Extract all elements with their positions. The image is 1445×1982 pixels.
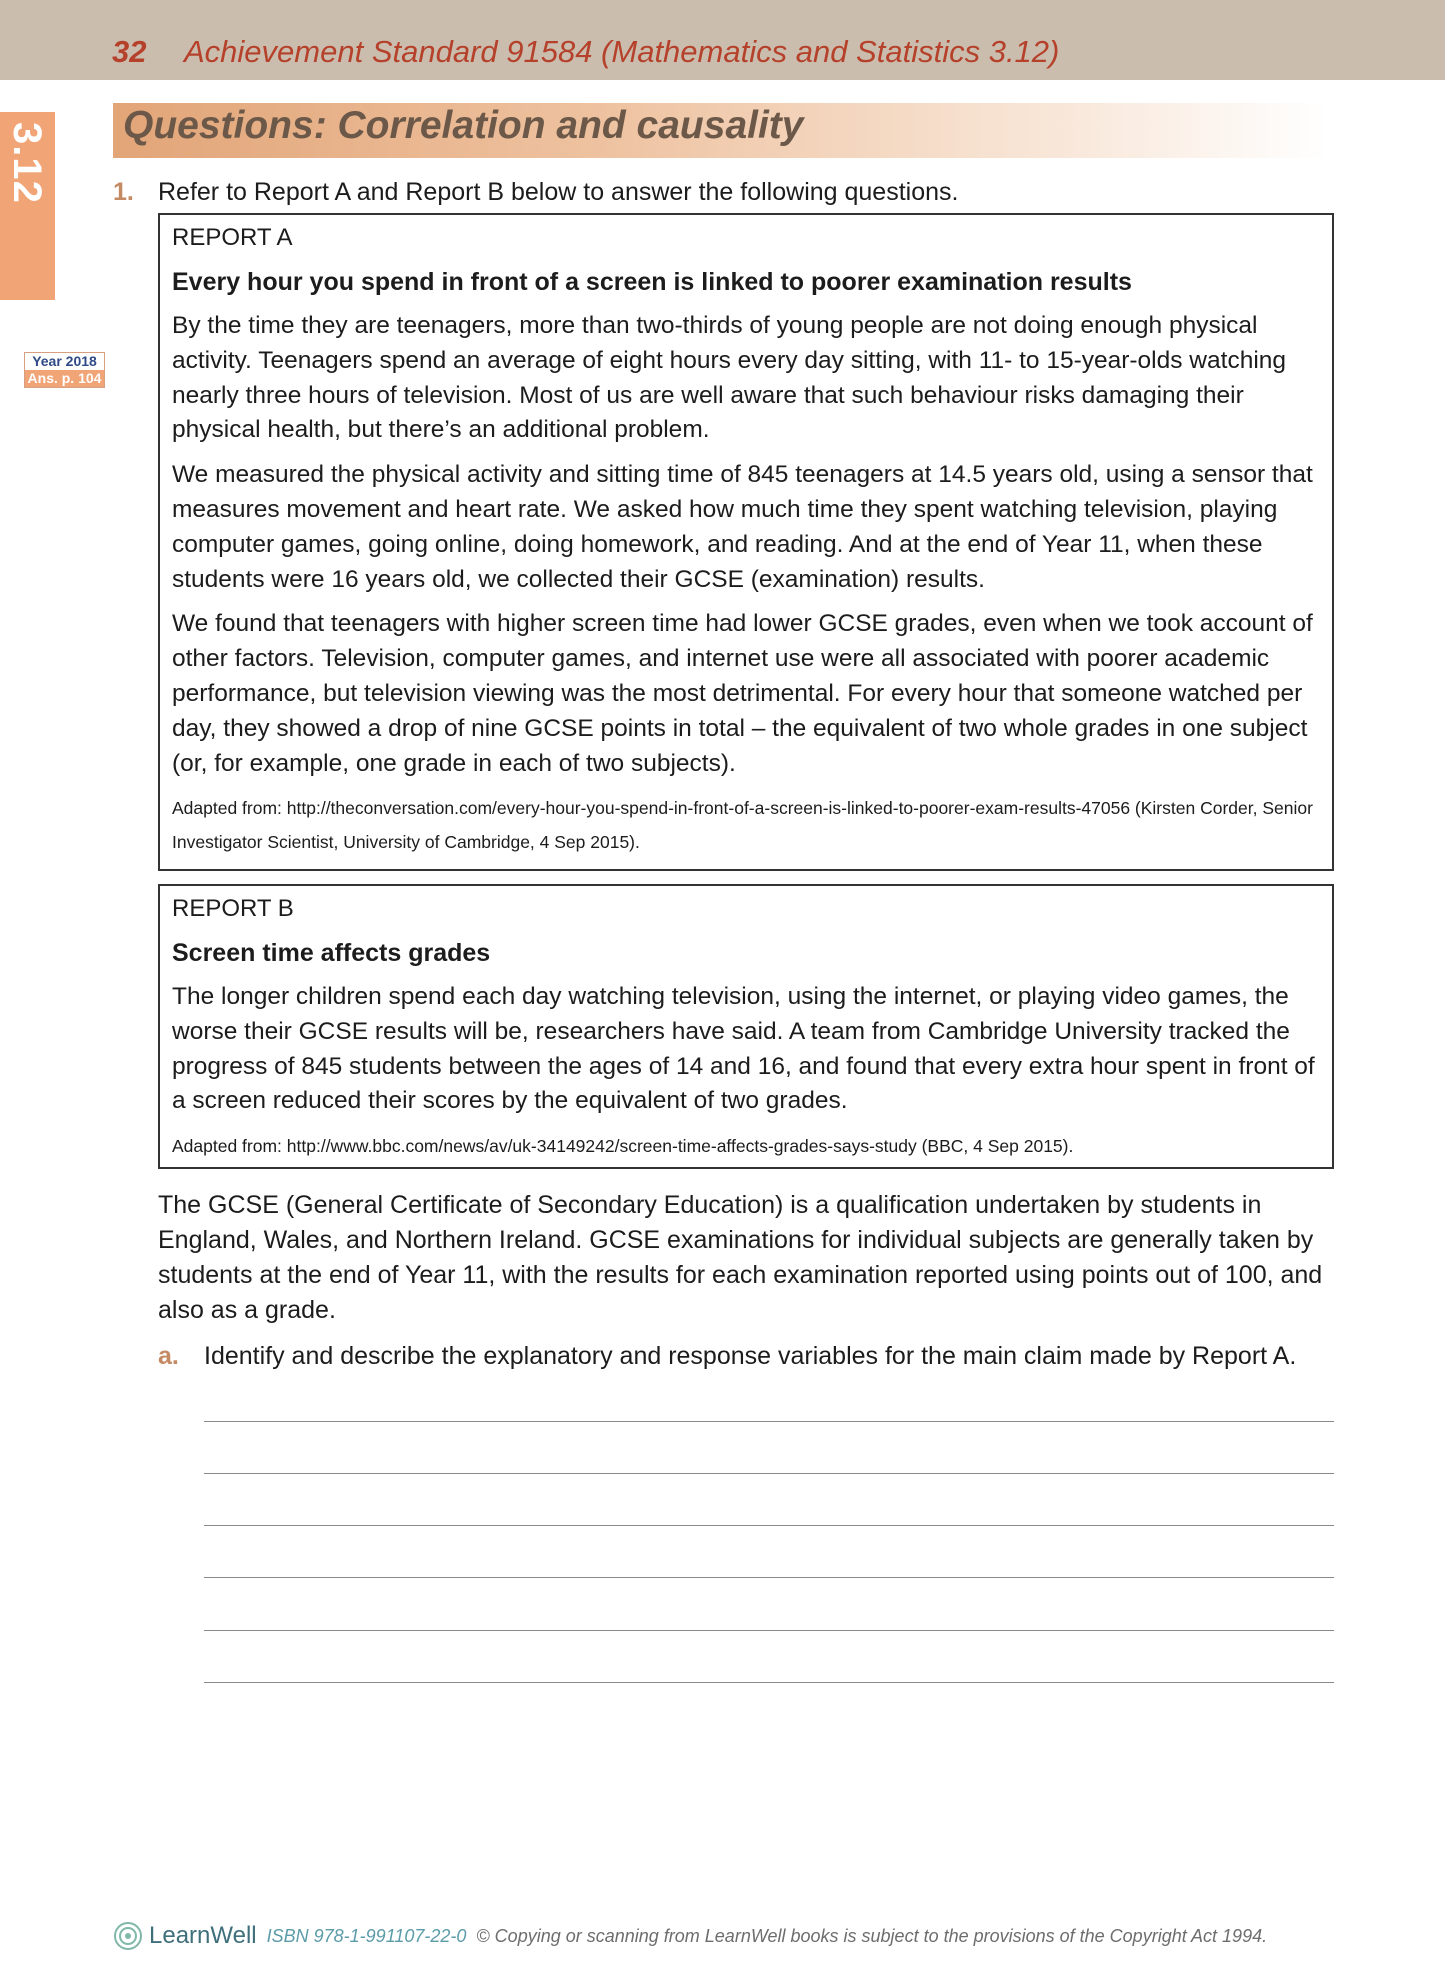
report-a-heading: Every hour you spend in front of a screen is linked to poorer examination results (172, 268, 1132, 296)
part-a-letter: a. (158, 1342, 179, 1370)
gcse-context-paragraph: The GCSE (General Certificate of Secondary Education) is a qualification undertaken by students in England, Wales, and Northern Ireland. GCSE examinations for individual subjects are generally taken by students at the end of Year 11, with the results for each examination reported using points out of 100, and also as a grade. (158, 1191, 1323, 1324)
page-number: 32 (112, 34, 147, 69)
answer-line[interactable] (204, 1682, 1334, 1683)
answer-line[interactable] (204, 1630, 1334, 1631)
report-a-box (158, 213, 1334, 871)
footer-isbn: ISBN 978-1-991107-22-0 (266, 1925, 467, 1946)
answer-line[interactable] (204, 1473, 1334, 1474)
year-label: Year 2018 (25, 353, 104, 370)
page-header (0, 0, 1445, 80)
report-a-paragraph: By the time they are teenagers, more than two-thirds of young people are not doing enough physical activity. Teenagers spend an average of eight hours every day sitting, with 11- to 15-year-olds watching nearly three hours of television. Most of us are well aware that such behaviour risks damaging their physical health, but there’s an additional problem. (172, 312, 1287, 444)
report-a-label: REPORT A (172, 224, 293, 251)
page-footer (113, 1918, 1267, 1954)
part-a-text: Identify and describe the explanatory and response variables for the main claim made by Report A. (204, 1342, 1297, 1370)
report-a-paragraph: We found that teenagers with higher screen time had lower GCSE grades, even when we took account of other factors. Television, computer games, and internet use were all associated with poorer academic performance, but television viewing was the most detrimental. For every hour that someone watched per day, they showed a drop of nine GCSE points in total – the equivalent of two whole grades in one subject (or, for example, one grade in each of two subjects). (172, 610, 1313, 777)
answer-line[interactable] (204, 1525, 1334, 1526)
report-b-label: REPORT B (172, 895, 294, 922)
report-a-paragraph: We measured the physical activity and sitting time of 845 teenagers at 14.5 years old, using a sensor that measures movement and heart rate. We asked how much time they spent watching television, playing computer games, going online, doing homework, and reading. And at the end of Year 11, when these students were 16 years old, we collected their GCSE (examination) results. (172, 461, 1313, 593)
answer-line[interactable] (204, 1421, 1334, 1422)
answer-line[interactable] (204, 1577, 1334, 1578)
footer-copyright: © Copying or scanning from LearnWell books is subject to the provisions of the Copyright Act 1994. (476, 1925, 1268, 1946)
standard-title: Achievement Standard 91584 (Mathematics and Statistics 3.12) (184, 34, 1060, 69)
report-b-paragraph: The longer children spend each day watching television, using the internet, or playing video games, the worse their GCSE results will be, researchers have said. A team from Cambridge University tracked the progress of 845 students between the ages of 14 and 16, and found that every extra hour spent in front of a screen reduced their scores by the equivalent of two grades. (172, 983, 1315, 1115)
question-number: 1. (113, 178, 134, 206)
answers-page-reference: Ans. p. 104 (25, 370, 104, 387)
report-b-source: Adapted from: http://www.bbc.com/news/av/uk-34149242/screen-time-affects-grades-says-study (BBC, 4 Sep 2015). (172, 1136, 1074, 1157)
side-tab (0, 112, 55, 300)
report-b-box (158, 884, 1334, 1169)
year-answer-box (24, 352, 105, 388)
report-a-source: Adapted from: http://theconversation.com/every-hour-you-spend-in-front-of-a-screen-is-linked-to-poorer-exam-results-47056 (Kirsten Corder, Senior Investigator Scientist, University of Cambridge, 4 Sep 2015). (172, 798, 1313, 853)
section-title: Questions: Correlation and causality (123, 104, 804, 147)
learnwell-logo-icon (113, 1921, 143, 1951)
side-tab-label: 3.12 (5, 122, 49, 204)
report-b-heading: Screen time affects grades (172, 939, 491, 967)
question-text: Refer to Report A and Report B below to answer the following questions. (158, 178, 959, 206)
footer-brand: LearnWell (149, 1922, 257, 1949)
